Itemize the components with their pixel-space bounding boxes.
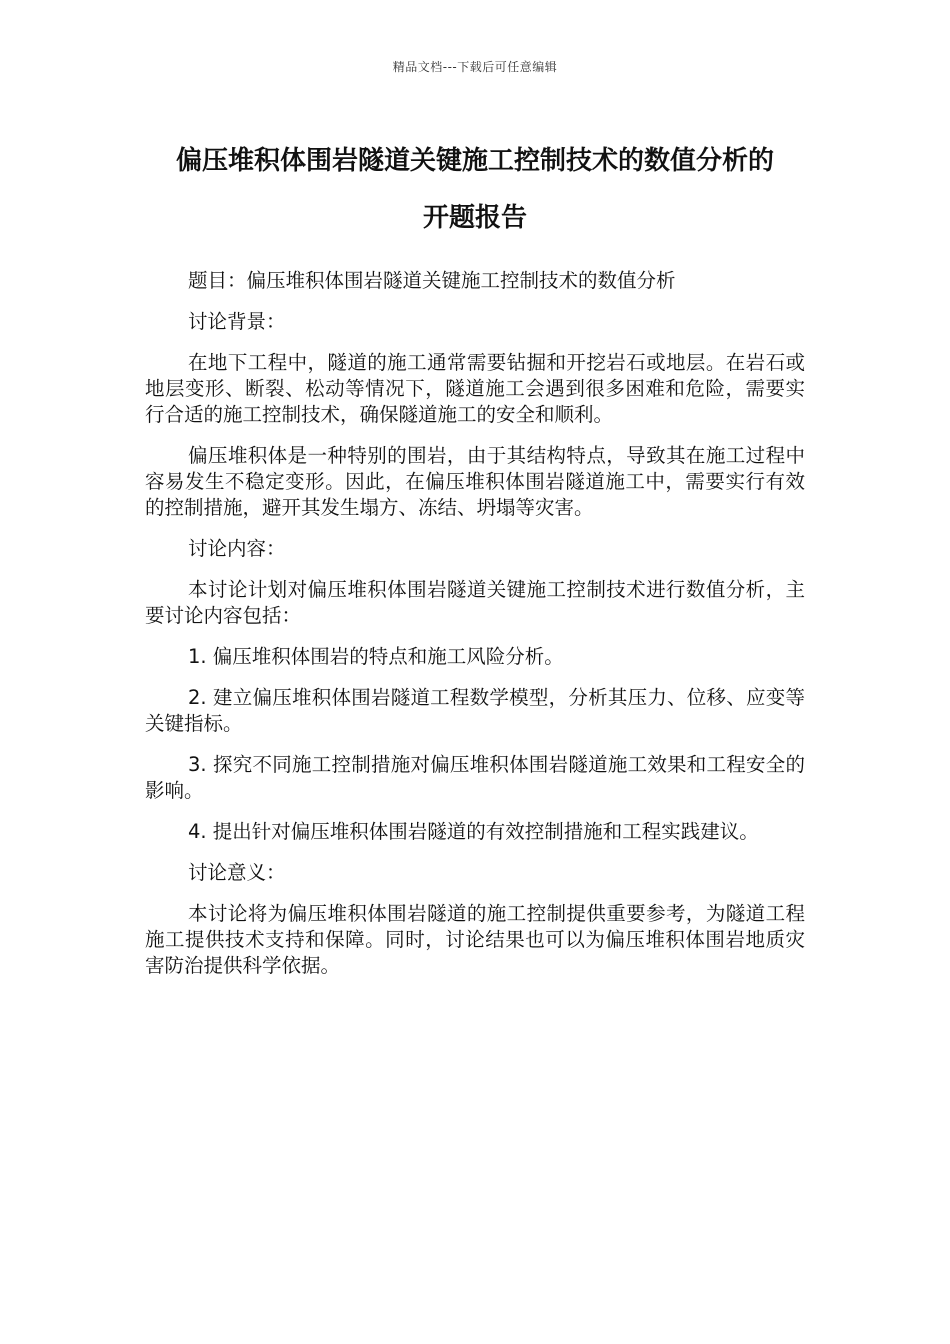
section-heading-content: 讨论内容： [188,537,286,560]
header-note: 精品文档---下载后可任意编辑 [392,60,558,74]
content-item-1: 1. 偏压堆积体围岩的特点和施工风险分析。 [188,645,564,668]
document-title [100,133,850,247]
document-body [145,268,805,994]
significance-paragraph: 本讨论将为偏压堆积体围岩隧道的施工控制提供重要参考，为隧道工程施工提供技术支持和保障。同时，讨论结果也可以为偏压堆积体围岩地质灾害防治提供科学依据。 [145,902,805,977]
section-heading-significance: 讨论意义： [188,861,286,884]
title-line-2: 开题报告 [422,203,527,233]
topic-line: 题目：偏压堆积体围岩隧道关键施工控制技术的数值分析 [188,269,676,292]
background-paragraph-2: 偏压堆积体是一种特别的围岩，由于其结构特点，导致其在施工过程中容易发生不稳定变形。因此，在偏压堆积体围岩隧道施工中，需要实行有效的控制措施，避开其发生塌方、冻结、坍塌等灾害。 [145,444,805,519]
background-paragraph-1: 在地下工程中，隧道的施工通常需要钻掘和开挖岩石或地层。在岩石或地层变形、断裂、松动等情况下，隧道施工会遇到很多困难和危险，需要实行合适的施工控制技术，确保隧道施工的安全和顺利。 [145,351,805,426]
content-item-2: 2. 建立偏压堆积体围岩隧道工程数学模型，分析其压力、位移、应变等关键指标。 [145,686,805,735]
content-item-4: 4. 提出针对偏压堆积体围岩隧道的有效控制措施和工程实践建议。 [188,820,759,843]
content-item-3: 3. 探究不同施工控制措施对偏压堆积体围岩隧道施工效果和工程安全的影响。 [145,753,805,802]
title-line-1: 偏压堆积体围岩隧道关键施工控制技术的数值分析的 [175,146,774,176]
section-heading-background: 讨论背景： [188,310,286,333]
content-intro: 本讨论计划对偏压堆积体围岩隧道关键施工控制技术进行数值分析，主要讨论内容包括： [145,578,805,627]
